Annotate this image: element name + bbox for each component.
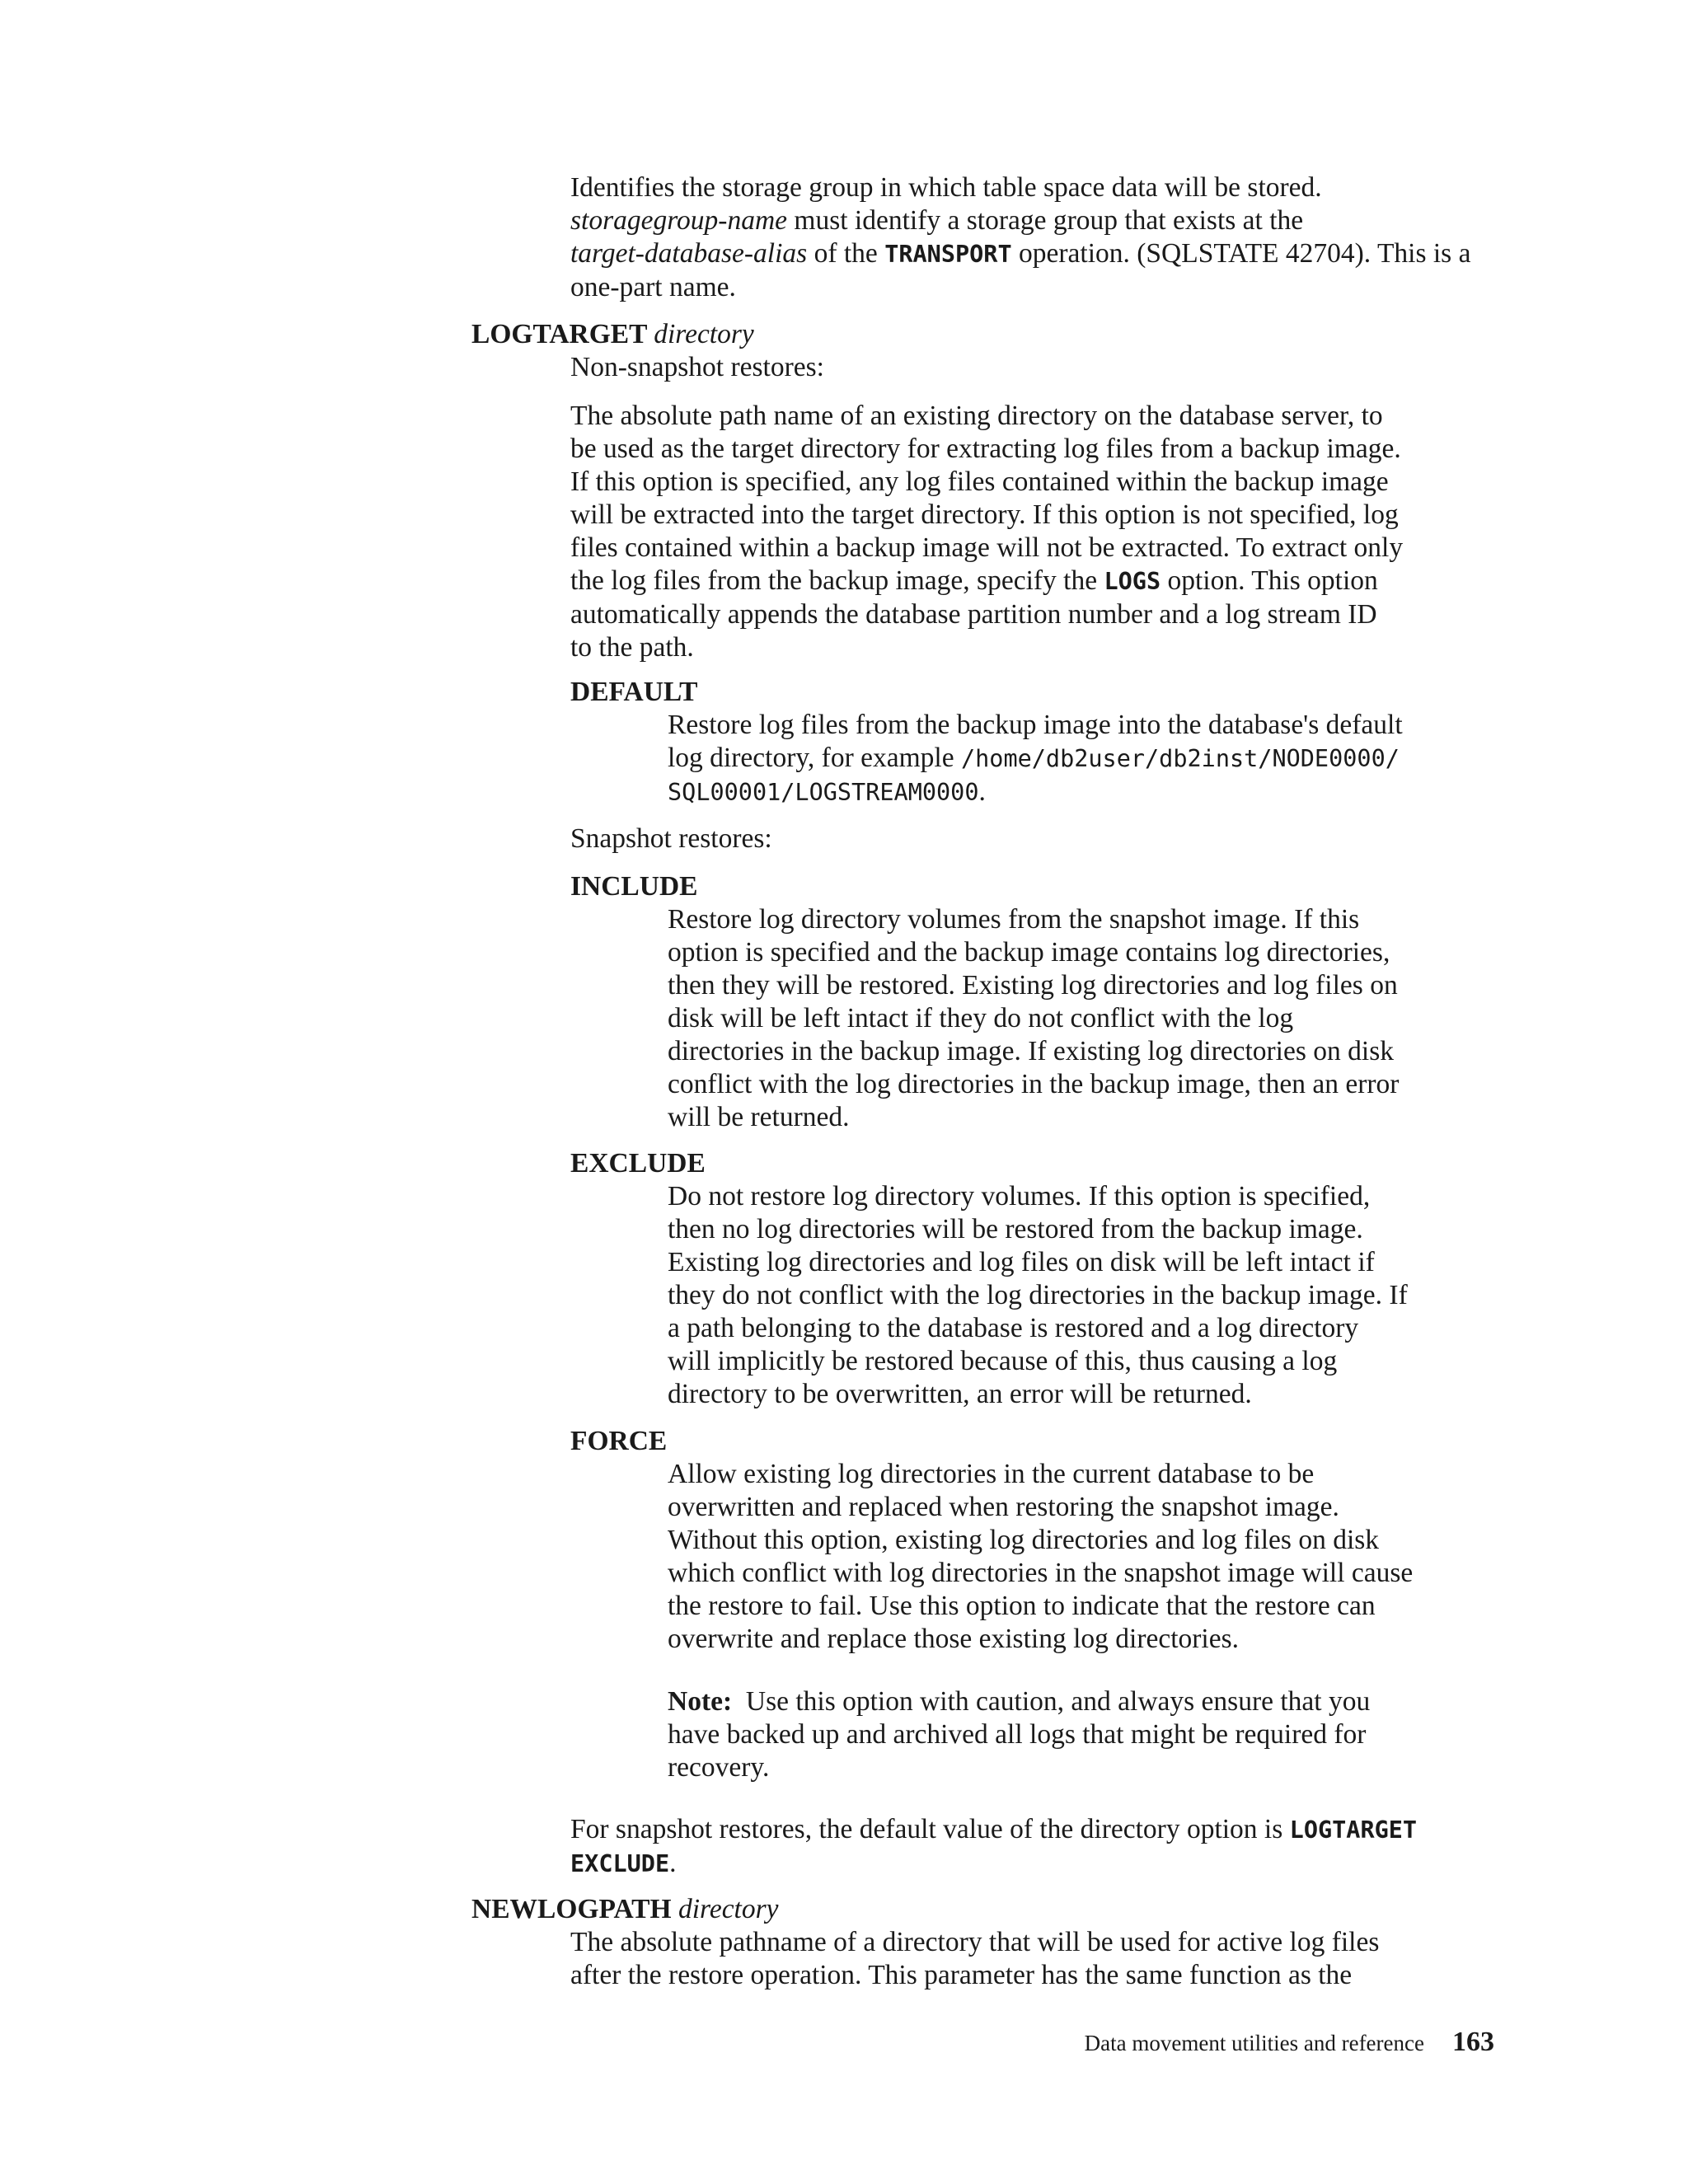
text-line: to the path. [570,632,694,663]
text-line: a path belonging to the database is restored and a log directory [668,1313,1359,1343]
text-line: automatically appends the database partition number and a log stream ID [570,599,1377,630]
text-line: the restore to fail. Use this option to indicate that the restore can [668,1591,1376,1621]
note-label: Note: [668,1686,733,1717]
text-line: If this option is specified, any log files contained within the backup image [570,466,1389,497]
param-name: target-database-alias [570,238,808,269]
code-path: /home/db2user/db2inst/NODE0000/ [960,745,1400,772]
exclude-term: EXCLUDE [570,1148,706,1179]
force-term: FORCE [570,1426,668,1456]
text-run: For snapshot restores, the default value of the directory option is [570,1814,1290,1844]
text-line [570,1813,1506,1847]
text-run: log directory, for example [668,743,961,773]
text-line [570,171,1506,204]
text-line [570,1847,1506,1881]
text-line: be used as the target directory for extracting log files from a backup image. [570,434,1401,464]
include-description [668,903,1508,1134]
page-number: 163 [1452,2027,1494,2057]
default-description [668,709,1508,809]
text-line [570,271,1506,304]
default-value-paragraph [570,1813,1506,1881]
page-footer [1085,2026,1494,2060]
text-run: of the [807,238,885,269]
newlogpath-description [570,1926,1506,1992]
text-line: Do not restore log directory volumes. If this option is specified, [668,1181,1371,1212]
non-snapshot-label: Non-snapshot restores: [570,352,824,382]
include-term: INCLUDE [570,871,698,902]
text-line: then they will be restored. Existing log directories and log files on [668,970,1398,1001]
logtarget-term [471,318,754,351]
text-line: overwrite and replace those existing log directories. [668,1624,1240,1654]
text-run: must identify a storage group that exists at the [787,205,1304,236]
text-line: overwritten and replaced when restoring the snapshot image. [668,1492,1339,1522]
force-note [668,1685,1508,1784]
text-line: have backed up and archived all logs that might be required for [668,1719,1367,1750]
text-line: disk will be left intact if they do not conflict with the log [668,1003,1294,1033]
code-path: SQL00001/LOGSTREAM0000 [668,779,979,806]
text-line [570,237,1506,271]
text-line: will implicitly be restored because of this, thus causing a log [668,1346,1338,1376]
code-keyword: TRANSPORT [884,241,1012,268]
text-run: Identifies the storage group in which table space data will be stored. [570,172,1322,203]
text-run: option. This option [1160,565,1378,596]
text-run: operation. (SQLSTATE 42704). This is a [1011,238,1471,269]
text-line [668,742,1508,776]
code-keyword: LOGTARGET [1289,1816,1418,1844]
logtarget-description [570,400,1506,664]
text-line: Allow existing log directories in the current database to be [668,1459,1315,1489]
snapshot-label: Snapshot restores: [570,823,772,854]
text-line: will be returned. [668,1102,850,1132]
text-line: option is specified and the backup image contains log directories, [668,937,1390,968]
text-line: then no log directories will be restored from the backup image. [668,1214,1363,1244]
text-run: . [669,1848,677,1878]
text-run: Use this option with caution, and always ensure that you [732,1686,1371,1717]
term-keyword: LOGTARGET [471,319,647,349]
text-line [570,204,1506,237]
storagegroup-description [570,171,1506,304]
text-run: the log files from the backup image, specify the [570,565,1104,596]
text-line: they do not conflict with the log directories in the backup image. If [668,1280,1408,1310]
text-line: Existing log directories and log files on disk will be left intact if [668,1247,1375,1277]
text-run: one-part name. [570,272,736,302]
text-line: Restore log files from the backup image into the database's default [668,710,1403,740]
text-line: recovery. [668,1752,770,1783]
text-line [668,1685,1508,1718]
text-line [668,776,1508,809]
text-line: conflict with the log directories in the backup image, then an error [668,1069,1400,1099]
text-line: Without this option, existing log directories and log files on disk [668,1525,1380,1555]
text-line: directory to be overwritten, an error will be returned. [668,1379,1252,1409]
term-keyword: NEWLOGPATH [471,1894,672,1924]
text-line: will be extracted into the target directory. If this option is not specified, log [570,499,1399,530]
param-name: storagegroup-name [570,205,788,236]
text-line: Restore log directory volumes from the snapshot image. If this [668,904,1360,935]
exclude-description [668,1180,1508,1411]
force-description [668,1458,1508,1656]
newlogpath-term [471,1893,779,1926]
code-keyword: LOGS [1104,568,1161,595]
text-line: files contained within a backup image will not be extracted. To extract only [570,532,1404,563]
footer-title: Data movement utilities and reference [1084,2031,1424,2055]
text-line: directories in the backup image. If existing log directories on disk [668,1036,1394,1066]
code-keyword: EXCLUDE [570,1850,670,1877]
text-run: . [978,776,986,807]
text-line: The absolute pathname of a directory that will be used for active log files [570,1927,1380,1957]
default-term: DEFAULT [570,677,698,707]
text-line: which conflict with log directories in the snapshot image will cause [668,1558,1414,1588]
text-line: after the restore operation. This parameter has the same function as the [570,1960,1353,1990]
text-line [570,565,1506,598]
term-param: directory [654,319,754,349]
term-param: directory [678,1894,779,1924]
text-line: The absolute path name of an existing directory on the database server, to [570,401,1383,431]
